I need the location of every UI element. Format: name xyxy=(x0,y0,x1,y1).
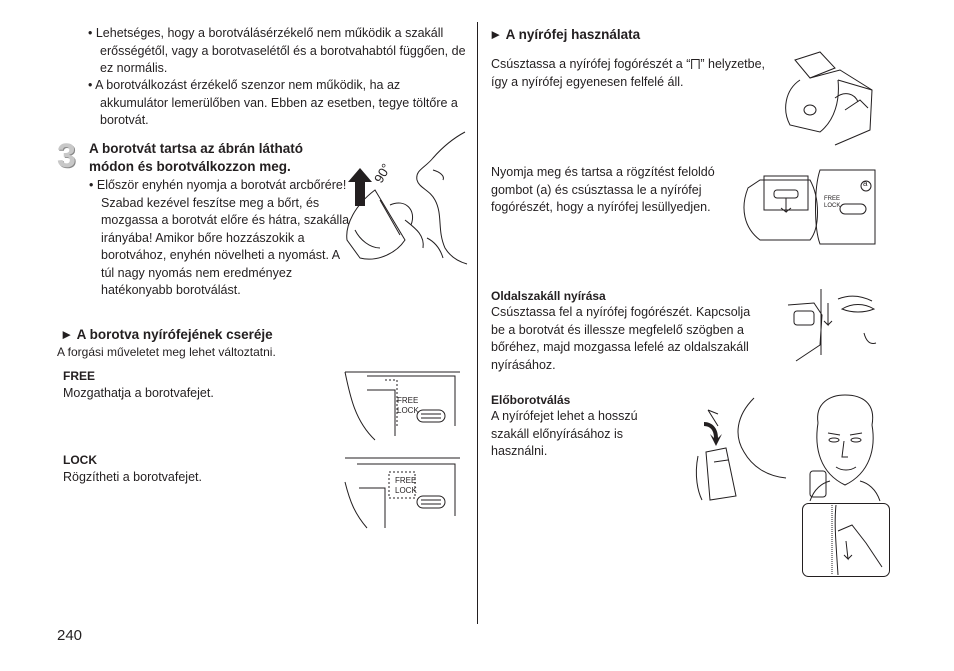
free-desc: Mozgathatja a borotvafejet. xyxy=(63,386,214,400)
fig-lock-text-2: LOCK xyxy=(395,486,417,495)
trimmer-title: ► A nyírófej használata xyxy=(489,27,641,42)
lock-switch-figure xyxy=(345,452,460,530)
column-divider xyxy=(477,22,478,624)
note-bullet-1: • Lehetséges, hogy a borotválásérzékelő nem működik a szakáll erősségétől, vagy a borotvaselétől és a borotvahabtól függően, de ez normális. xyxy=(88,26,466,75)
head-change-intro: A forgási műveletet meg lehet változtatni. xyxy=(57,345,276,359)
free-label: FREE xyxy=(63,369,96,383)
head-change-title: ► A borotva nyírófejének cseréje xyxy=(60,327,273,342)
inset-profile-figure xyxy=(802,503,890,577)
sideburn-figure xyxy=(786,285,886,365)
down-arrow-icon xyxy=(700,420,724,448)
note-bullet-1-text: Lehetséges, hogy a borotválásérzékelő nem működik a szakáll erősségétől, vagy a borotvaselétől és a borotvahabtól függően, de ez normális. xyxy=(95,26,466,75)
sideburn-text: Csúsztassa fel a nyírófej fogórészét. Kapcsolja be a borotvát és illessze megfelelő szögben a bőréhez, majd mozgassa lefelé az oldalszakáll nyírásához. xyxy=(491,305,751,372)
fig-lock-text-3: LOCK xyxy=(824,203,841,209)
step-number: 3 xyxy=(57,137,76,175)
note-bullet-2: • A borotválkozást érzékelő szenzor nem működik, ha az akkumulátor lemerülőben van. Ebben az esetben, tegye töltőre a borotvát. xyxy=(88,78,458,127)
free-switch-figure xyxy=(345,366,460,442)
step-bullet-text: Először enyhén nyomja a borotvát arcbőrére! Szabad kezével feszítse meg a bőrt, és mozgassa a borotvát előre és hátra, szakálla irányába! Amikor bőre hozzászokik a borotvához, enyhén növelheti a nyomást. A túl nagy nyomás nem eredményez hatékonyabb borotválást. xyxy=(96,178,350,297)
lock-label: LOCK xyxy=(63,453,97,467)
fig-free-text: FREE xyxy=(397,396,419,405)
fig-free-text-3: FREE xyxy=(824,196,841,202)
note-bullet-2-text: A borotválkozást érzékelő szenzor nem működik, ha az akkumulátor lemerülőben van. Ebben az esetben, tegye töltőre a borotvát. xyxy=(95,78,458,127)
angle-label: 90° xyxy=(371,160,394,186)
step-title: A borotvát tartsa az ábrán látható módon és borotválkozzon meg. xyxy=(89,141,304,174)
fig-lock-text: LOCK xyxy=(397,406,419,415)
release-marker: a xyxy=(863,179,868,188)
pre-trim-figure xyxy=(696,396,796,501)
pre-trim-title: Előborotválás xyxy=(491,393,571,407)
trimmer-up-figure xyxy=(780,50,880,150)
pre-trim-text: A nyírófejet lehet a hosszú szakáll előnyírásához is használni. xyxy=(491,409,638,458)
lock-desc: Rögzítheti a borotvafejet. xyxy=(63,470,202,484)
page-number: 240 xyxy=(57,627,83,644)
release-text: Nyomja meg és tartsa a rögzítést feloldó gombot (a) és csúsztassa le a nyírófej fogórészét, hogy a nyírófej lesüllyedjen. xyxy=(491,165,715,214)
release-button-figure xyxy=(740,168,880,246)
shaving-angle-figure xyxy=(345,130,470,265)
fig-free-text-2: FREE xyxy=(395,476,417,485)
step-bullet: • Először enyhén nyomja a borotvát arcbőrére! Szabad kezével feszítse meg a bőrt, és mozgassa a borotvát előre és hátra, szakálla irányába! Amikor bőre hozzászokik a borotvához, enyhén növelheti a nyomást. A túl nagy nyomás nem eredményez hatékonyabb borotválást. xyxy=(89,178,350,297)
trimmer-text: Csúsztassa a nyírófej fogórészét a “⨅” helyzetbe, így a nyírófej egyenesen felfelé áll. xyxy=(491,57,766,89)
sideburn-title: Oldalszakáll nyírása xyxy=(491,289,606,303)
face-figure xyxy=(800,393,890,501)
